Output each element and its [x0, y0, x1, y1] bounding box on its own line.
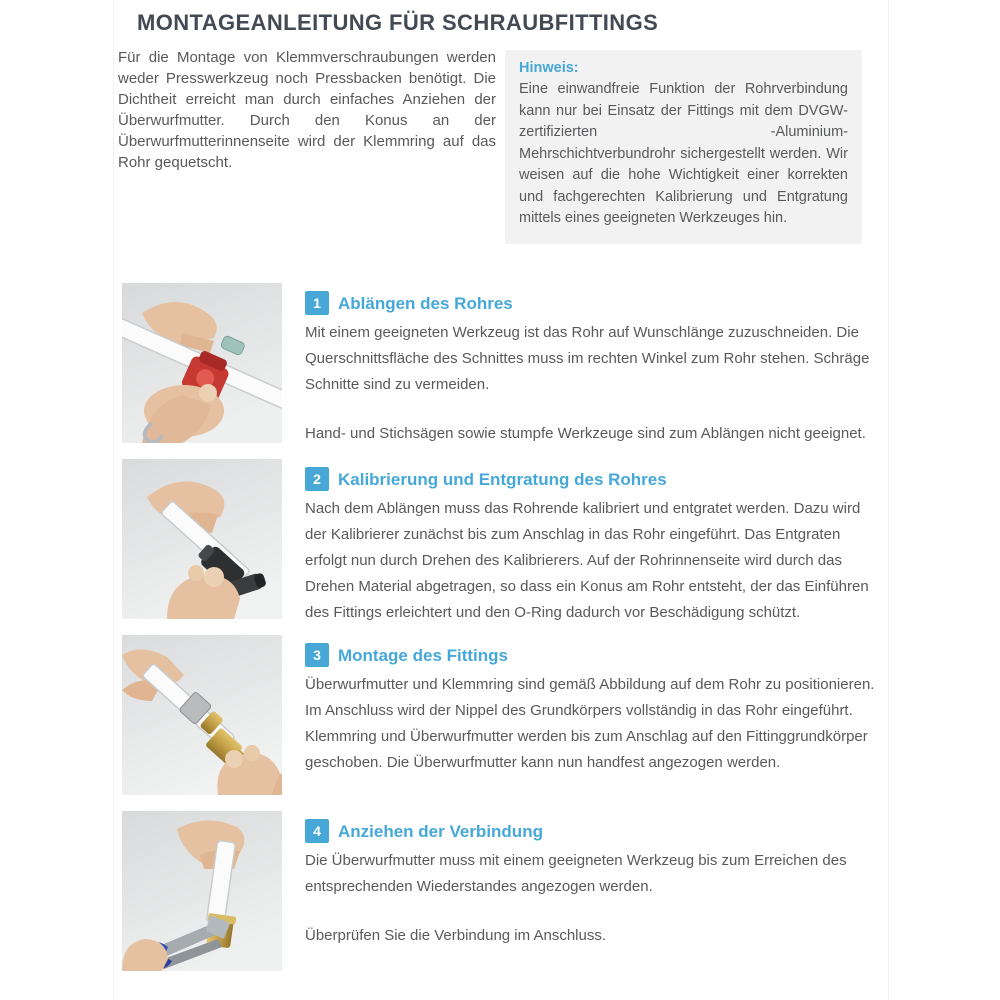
page-title: MONTAGEANLEITUNG FÜR SCHRAUBFITTINGS [137, 10, 659, 35]
step-body [305, 496, 883, 626]
step-title: Ablängen des Rohres [338, 294, 513, 313]
step-1 [122, 283, 880, 443]
step-paragraph: Die Überwurfmutter muss mit einem geeigneten Werkzeug bis zum Erreichen des entsprechenden Wiederstandes angezogen werden. [305, 852, 847, 895]
step-number-badge: 4 [305, 819, 329, 843]
step-photo-pipe-cutter [122, 283, 282, 443]
step-photo-calibrator [122, 459, 282, 619]
step-number-badge: 1 [305, 291, 329, 315]
step-body [305, 848, 883, 949]
step-body [305, 672, 883, 776]
step-photo-fitting-assembly [122, 635, 282, 795]
step-number-badge: 2 [305, 467, 329, 491]
step-paragraph: Hand- und Stichsägen sowie stumpfe Werkzeuge sind zum Ablängen nicht geeignet. [305, 425, 866, 442]
note-text: Eine einwandfreie Funktion der Rohrverbindung kann nur bei Einsatz der Fittings mit dem DVGW-zertifizierten -Aluminium-Mehrschichtverbundrohr sichergestellt werden. Wir weisen auf die hohe Wichtigkeit einer korrekten und fachgerechten Kalibrierung und Entgratung mittels eines geeigneten Werkzeuges hin. [519, 81, 848, 226]
step-number-badge: 3 [305, 643, 329, 667]
page-edge-left [113, 0, 114, 1000]
step-paragraph: Nach dem Ablängen muss das Rohrende kalibriert und entgratet werden. Dazu wird der Kalibrierer zunächst bis zum Anschlag in das Rohr eingeführt. Das Entgraten erfolgt nun durch Drehen des Kalibrierers. Auf der Rohrinnenseite wird durch das Drehen Material abgetragen, so dass ein Konus am Rohr entsteht, der das Einführen des Fittings erleichtert und den O-Ring dadurch vor Beschädigung schützt. [305, 500, 869, 621]
step-paragraph: Mit einem geeigneten Werkzeug ist das Rohr auf Wunschlänge zuzuschneiden. Die Querschnittsfläche des Schnittes muss im rechten Winkel zum Rohr stehen. Schräge Schnitte sind zu vermeiden. [305, 324, 870, 393]
step-paragraph: Überprüfen Sie die Verbindung im Anschluss. [305, 927, 607, 944]
note-label: Hinweis: [519, 60, 579, 76]
step-photo-tightening-wrench [122, 811, 282, 971]
step-2 [122, 459, 880, 619]
note-box [505, 50, 862, 244]
step-4 [122, 811, 880, 971]
step-body [305, 320, 883, 447]
step-paragraph: Überwurfmutter und Klemmring sind gemäß Abbildung auf dem Rohr zu positionieren. Im Anschluss wird der Nippel des Grundkörpers vollständig in das Rohr eingeführt. Klemmring und Überwurfmutter werden bis zum Anschlag auf den Fittinggrundkörper geschoben. Die Überwurfmutter kann nun handfest angezogen werden. [305, 676, 875, 771]
step-title: Anziehen der Verbindung [338, 822, 543, 841]
intro-paragraph: Für die Montage von Klemmverschraubungen werden weder Presswerkzeug noch Pressbacken benötigt. Die Dichtheit erreicht man durch einfaches Anziehen der Überwurfmutter. Durch den Konus an der Überwurfmutterinnenseite wird der Klemmring auf das Rohr gequetscht. [118, 49, 496, 171]
step-title: Montage des Fittings [338, 646, 508, 665]
step-3 [122, 635, 880, 795]
page-edge-right [888, 0, 889, 1000]
step-title: Kalibrierung und Entgratung des Rohres [338, 470, 667, 489]
